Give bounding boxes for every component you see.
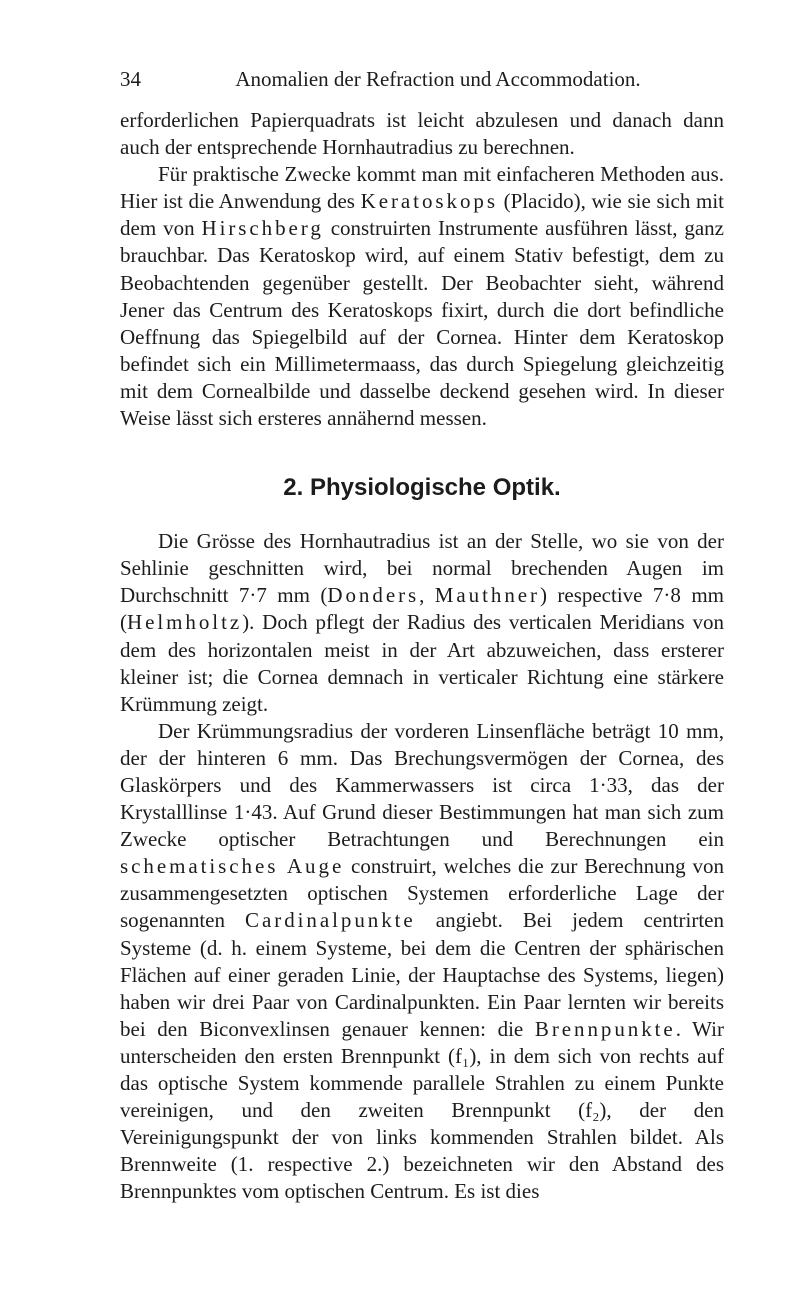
spaced-emphasis: Hirschberg [201, 216, 324, 241]
text-run: ). Doch pflegt der Radius des verticalen Meridians von dem des horizontalen meist in der Art abzuweichen, dass ersterer kleiner ist; die Cornea demnach in verticaler Richtung eine stärkere Krümmung zeigt. [120, 610, 724, 716]
text-run: Für praktische Zwecke kommt man mit einfacheren Methoden aus. Hier ist die Anwendung des [120, 162, 724, 214]
intro-paragraphs [120, 107, 724, 432]
paragraph [120, 718, 724, 1206]
spaced-emphasis: Cardinalpunkte [245, 908, 416, 933]
text-run: ) respective 7·8 mm ( [120, 583, 724, 635]
spaced-emphasis: Brennpunkte [534, 1016, 676, 1041]
text-run: Die Grösse des Hornhautradius ist an der Stelle, wo sie von der Sehlinie geschnitten wird, bei normal brechenden Augen im Durchschnitt 7·7 mm ( [120, 529, 724, 608]
section-spacer-bottom [120, 502, 724, 528]
spaced-emphasis: Helmholtz [127, 610, 243, 635]
running-title: Anomalien der Refraction und Accommodation. [235, 67, 641, 91]
text-run: (Placido), wie sie sich mit dem von [120, 189, 724, 241]
section-spacer-top [120, 432, 724, 474]
text-run: Der Krümmungsradius der vorderen Linsenfläche beträgt 10 mm, der der hinteren 6 mm. Das Brechungsvermögen der Cornea, des Glaskörpers und des Kammerwassers ist circa 1·33, das der Krystalllinse 1·43. Auf Grund dieser Bestimmungen hat man sich zum Zwecke optischer Betrachtungen und Berechnungen ein [120, 718, 724, 852]
spaced-emphasis: schematisches Auge [120, 854, 345, 879]
text-run: . Wir unterscheiden den ersten Brennpunkt (f₁), in dem sich von rechts auf das optische System kommende parallele Strahlen zu einem Punkte vereinigen, und den zweiten Brennpunkt (f₂), der den Vereinigungspunkt der von links kommenden Strahlen bildet. Als Brennweite (1. respective 2.) bezeichneten wir den Abstand des Brennpunktes vom optischen Centrum. Es ist dies [120, 1016, 724, 1204]
text-run: , [419, 583, 435, 608]
paragraph [120, 107, 724, 161]
spaced-emphasis: Mauthner [434, 583, 540, 608]
section-heading: 2. Physiologische Optik. [283, 474, 561, 502]
paragraph [120, 161, 724, 432]
paragraph [120, 528, 724, 718]
text-run: construirt, welches die zur Berechnung von zusammengesetzten optischen Systemen erforderliche Lage der sogenannten [120, 854, 724, 933]
body-text [120, 107, 724, 1205]
page-number: 34 [120, 67, 141, 91]
spaced-emphasis: Keratoskops [360, 189, 498, 214]
section-paragraphs [120, 528, 724, 1205]
text-run: construirten Instrumente ausführen lässt, ganz brauchbar. Das Keratoskop wird, auf einem Stativ befestigt, dem zu Beobachtenden gegenüber gestellt. Der Beobachter sieht, während Jener das Centrum des Keratoskops fixirt, durch die dort befindliche Oeffnung das Spiegelbild auf der Cornea. Hinter dem Keratoskop befindet sich ein Millimetermaass, das durch Spiegelung gleichzeitig mit dem Cornealbilde und dasselbe deckend gesehen wird. In dieser Weise lässt sich ersteres annähernd messen. [120, 216, 724, 431]
text-run: angiebt. Bei jedem centrirten Systeme (d. h. einem Systeme, bei dem die Centren der sphärischen Flächen auf einer geraden Linie, der Hauptachse des Systems, liegen) haben wir drei Paar von Cardinalpunkten. Ein Paar lernten wir bereits bei den Biconvexlinsen genauer kennen: die [120, 908, 724, 1041]
running-header [120, 66, 720, 92]
spaced-emphasis: Donders [327, 583, 420, 608]
text-run: erforderlichen Papierquadrats ist leicht abzulesen und danach dann auch der entsprechende Hornhautradius zu berechnen. [120, 108, 724, 160]
